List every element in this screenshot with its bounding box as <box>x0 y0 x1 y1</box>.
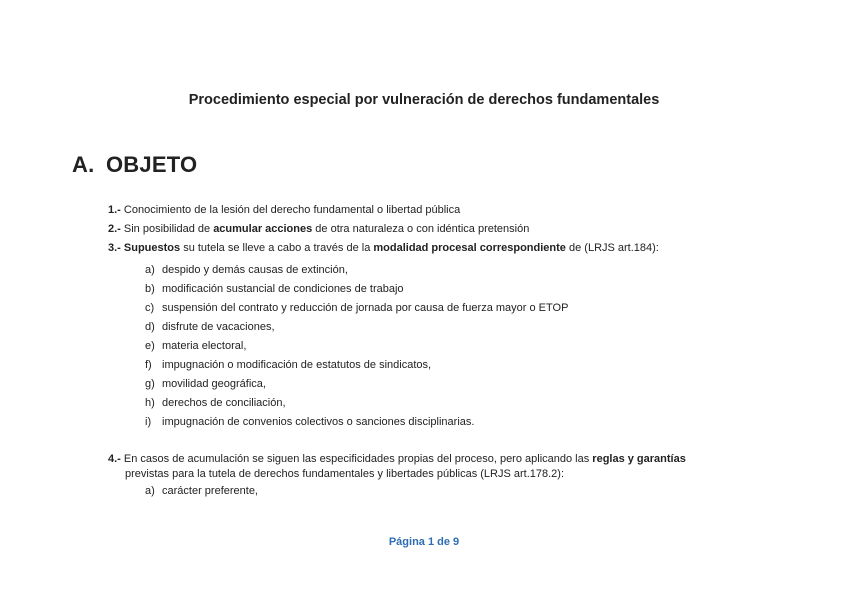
item-4-number: 4.- <box>108 453 121 465</box>
list-item-text: despido y demás causas de extinción, <box>162 264 348 276</box>
section-heading <box>72 152 197 178</box>
item-2-text-post: de otra naturaleza o con idéntica pretensión <box>312 223 530 235</box>
list-item <box>145 394 568 413</box>
list-marker: i) <box>145 416 152 428</box>
list-item-text: movilidad geográfica, <box>162 378 266 390</box>
list-item-text: disfrute de vacaciones, <box>162 321 275 333</box>
item-2-text-pre: Sin posibilidad de <box>120 223 214 235</box>
item-2 <box>108 222 529 237</box>
list-marker: h) <box>145 397 155 409</box>
list-marker: f) <box>145 359 152 371</box>
list-marker: c) <box>145 302 155 314</box>
item-4-text-post: previstas para la tutela de derechos fundamentales y libertades públicas (LRJS art.178.2): <box>125 468 565 480</box>
garantias-list <box>145 482 258 501</box>
item-3-text-mid: su tutela se lleve a cabo a través de la <box>180 242 374 254</box>
item-3-text-post: de (LRJS art.184): <box>565 242 659 254</box>
item-4-text-bold: reglas y garantías <box>592 453 686 465</box>
list-marker: g) <box>145 378 155 390</box>
list-marker: a) <box>145 485 155 497</box>
list-item <box>145 356 568 375</box>
document-title: Procedimiento especial por vulneración de derechos fundamentales <box>188 92 660 108</box>
list-item-text: modificación sustancial de condiciones de trabajo <box>162 283 404 295</box>
list-item <box>145 299 568 318</box>
list-item <box>145 280 568 299</box>
list-item-text: materia electoral, <box>162 340 247 352</box>
list-item-text: suspensión del contrato y reducción de jornada por causa de fuerza mayor o ETOP <box>162 302 569 314</box>
list-item <box>145 337 568 356</box>
item-3 <box>108 241 659 256</box>
item-2-number: 2.- <box>108 223 121 235</box>
list-marker: a) <box>145 264 155 276</box>
item-3-text-bold1: Supuestos <box>120 242 181 254</box>
item-1-number: 1.- <box>108 204 121 216</box>
section-title: OBJETO <box>106 152 198 177</box>
page-number-footer: Página 1 de 9 <box>388 536 460 548</box>
list-item <box>145 261 568 280</box>
supuestos-list <box>145 261 568 432</box>
item-3-number: 3.- <box>108 242 121 254</box>
list-marker: d) <box>145 321 155 333</box>
list-item-text: impugnación de convenios colectivos o sanciones disciplinarias. <box>162 416 475 428</box>
list-item <box>145 375 568 394</box>
item-4-text-pre: En casos de acumulación se siguen las especificidades propias del proceso, pero aplicando las <box>120 453 593 465</box>
item-4 <box>108 452 778 482</box>
list-item <box>145 413 568 432</box>
section-letter: A. <box>72 152 95 177</box>
item-3-text-bold2: modalidad procesal correspondiente <box>373 242 566 254</box>
list-item-text: derechos de conciliación, <box>162 397 286 409</box>
list-item-text: carácter preferente, <box>162 485 258 497</box>
list-item <box>145 482 258 501</box>
item-1-text: Conocimiento de la lesión del derecho fundamental o libertad pública <box>120 204 461 216</box>
list-item-text: impugnación o modificación de estatutos de sindicatos, <box>162 359 432 371</box>
list-item <box>145 318 568 337</box>
item-1 <box>108 203 460 218</box>
list-marker: b) <box>145 283 155 295</box>
list-marker: e) <box>145 340 155 352</box>
item-2-text-bold: acumular acciones <box>213 223 313 235</box>
